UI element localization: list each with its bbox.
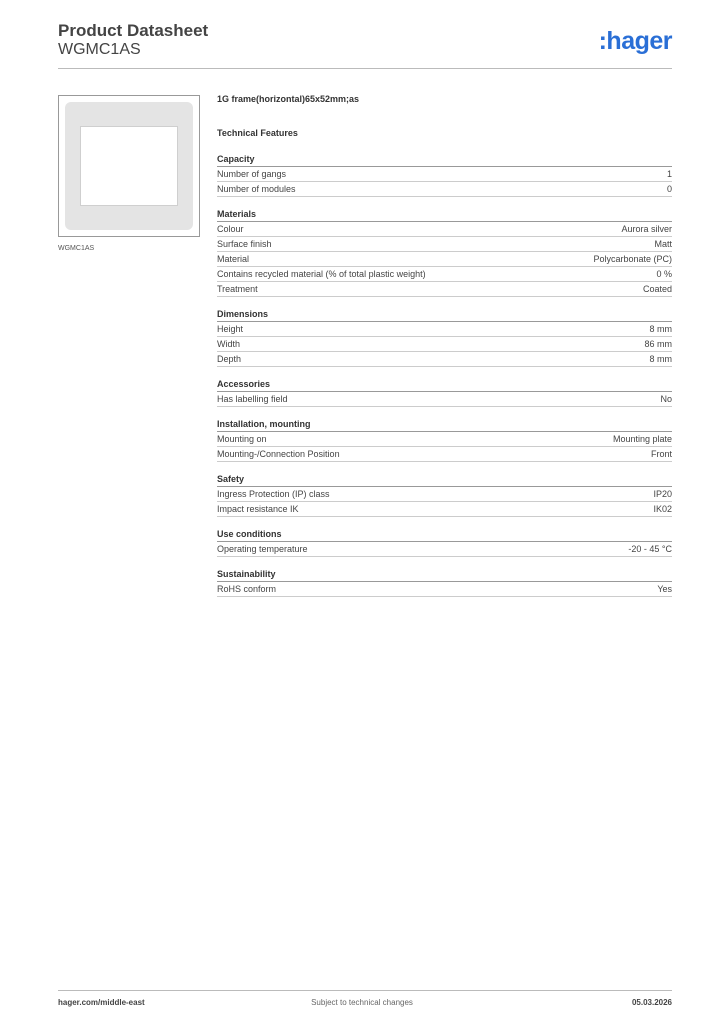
spec-label: Contains recycled material (% of total plastic weight) [217,269,426,279]
spec-row [217,167,672,182]
footer-date: 05.03.2026 [631,998,672,1007]
spec-row [217,542,672,557]
spec-label: Material [217,254,250,264]
hager-logo: :hager [598,27,672,55]
spec-label: Mounting-/Connection Position [217,449,340,459]
spec-row [217,487,672,502]
spec-row [217,282,672,297]
spec-row [217,502,672,517]
spec-value: 8 mm [649,354,672,364]
spec-value: Yes [657,584,672,594]
spec-value: Aurora silver [621,224,672,234]
spec-value: Matt [654,239,672,249]
spec-label: Colour [217,224,244,234]
spec-value: 1 [666,169,672,179]
spec-section [217,154,672,197]
spec-row [217,237,672,252]
spec-value: Front [650,449,672,459]
spec-value: IP20 [653,489,672,499]
spec-section [217,379,672,407]
spec-label: Operating temperature [217,544,308,554]
spec-row [217,222,672,237]
footer-divider [58,990,672,991]
spec-row [217,182,672,197]
spec-section [217,529,672,557]
features-heading: Technical Features [217,128,298,138]
spec-section [217,419,672,462]
footer-notice: Subject to technical changes [311,998,413,1007]
header-divider [58,68,672,69]
spec-row [217,322,672,337]
product-image [58,95,200,237]
spec-label: Has labelling field [217,394,288,404]
section-title: Installation, mounting [217,419,672,432]
spec-label: Surface finish [217,239,272,249]
page-title: Product Datasheet [58,21,209,40]
section-title: Dimensions [217,309,672,322]
spec-section [217,209,672,297]
spec-label: Number of gangs [217,169,287,179]
spec-label: RoHS conform [217,584,277,594]
spec-value: Mounting plate [612,434,672,444]
spec-label: Ingress Protection (IP) class [217,489,330,499]
frame-opening [80,126,178,206]
spec-row [217,582,672,597]
spec-label: Height [217,324,244,334]
image-caption: WGMC1AS [58,245,95,252]
section-title: Capacity [217,154,672,167]
spec-value: Polycarbonate (PC) [593,254,672,264]
spec-row [217,252,672,267]
section-title: Accessories [217,379,672,392]
spec-label: Mounting on [217,434,267,444]
spec-row [217,352,672,367]
spec-row [217,337,672,352]
spec-section [217,474,672,517]
spec-label: Treatment [217,284,258,294]
spec-value: 86 mm [644,339,672,349]
spec-value: IK02 [653,504,672,514]
spec-section [217,569,672,597]
product-description: 1G frame(horizontal)65x52mm;as [217,94,360,104]
spec-value: 8 mm [649,324,672,334]
page-header [58,21,672,69]
spec-label: Number of modules [217,184,296,194]
section-title: Safety [217,474,672,487]
product-code: WGMC1AS [58,41,141,58]
spec-label: Impact resistance IK [217,504,299,514]
spec-row [217,447,672,462]
section-title: Materials [217,209,672,222]
spec-row [217,392,672,407]
spec-value: 0 % [656,269,672,279]
spec-section [217,309,672,367]
section-title: Use conditions [217,529,672,542]
spec-row [217,432,672,447]
frame-illustration [65,102,193,230]
spec-value: 0 [666,184,672,194]
spec-value: Coated [642,284,672,294]
footer-website: hager.com/middle-east [58,998,145,1007]
spec-label: Width [217,339,241,349]
spec-value: -20 - 45 °C [628,544,672,554]
spec-content [217,94,672,597]
spec-sections [217,154,672,597]
section-title: Sustainability [217,569,672,582]
spec-row [217,267,672,282]
spec-value: No [660,394,672,404]
spec-label: Depth [217,354,242,364]
